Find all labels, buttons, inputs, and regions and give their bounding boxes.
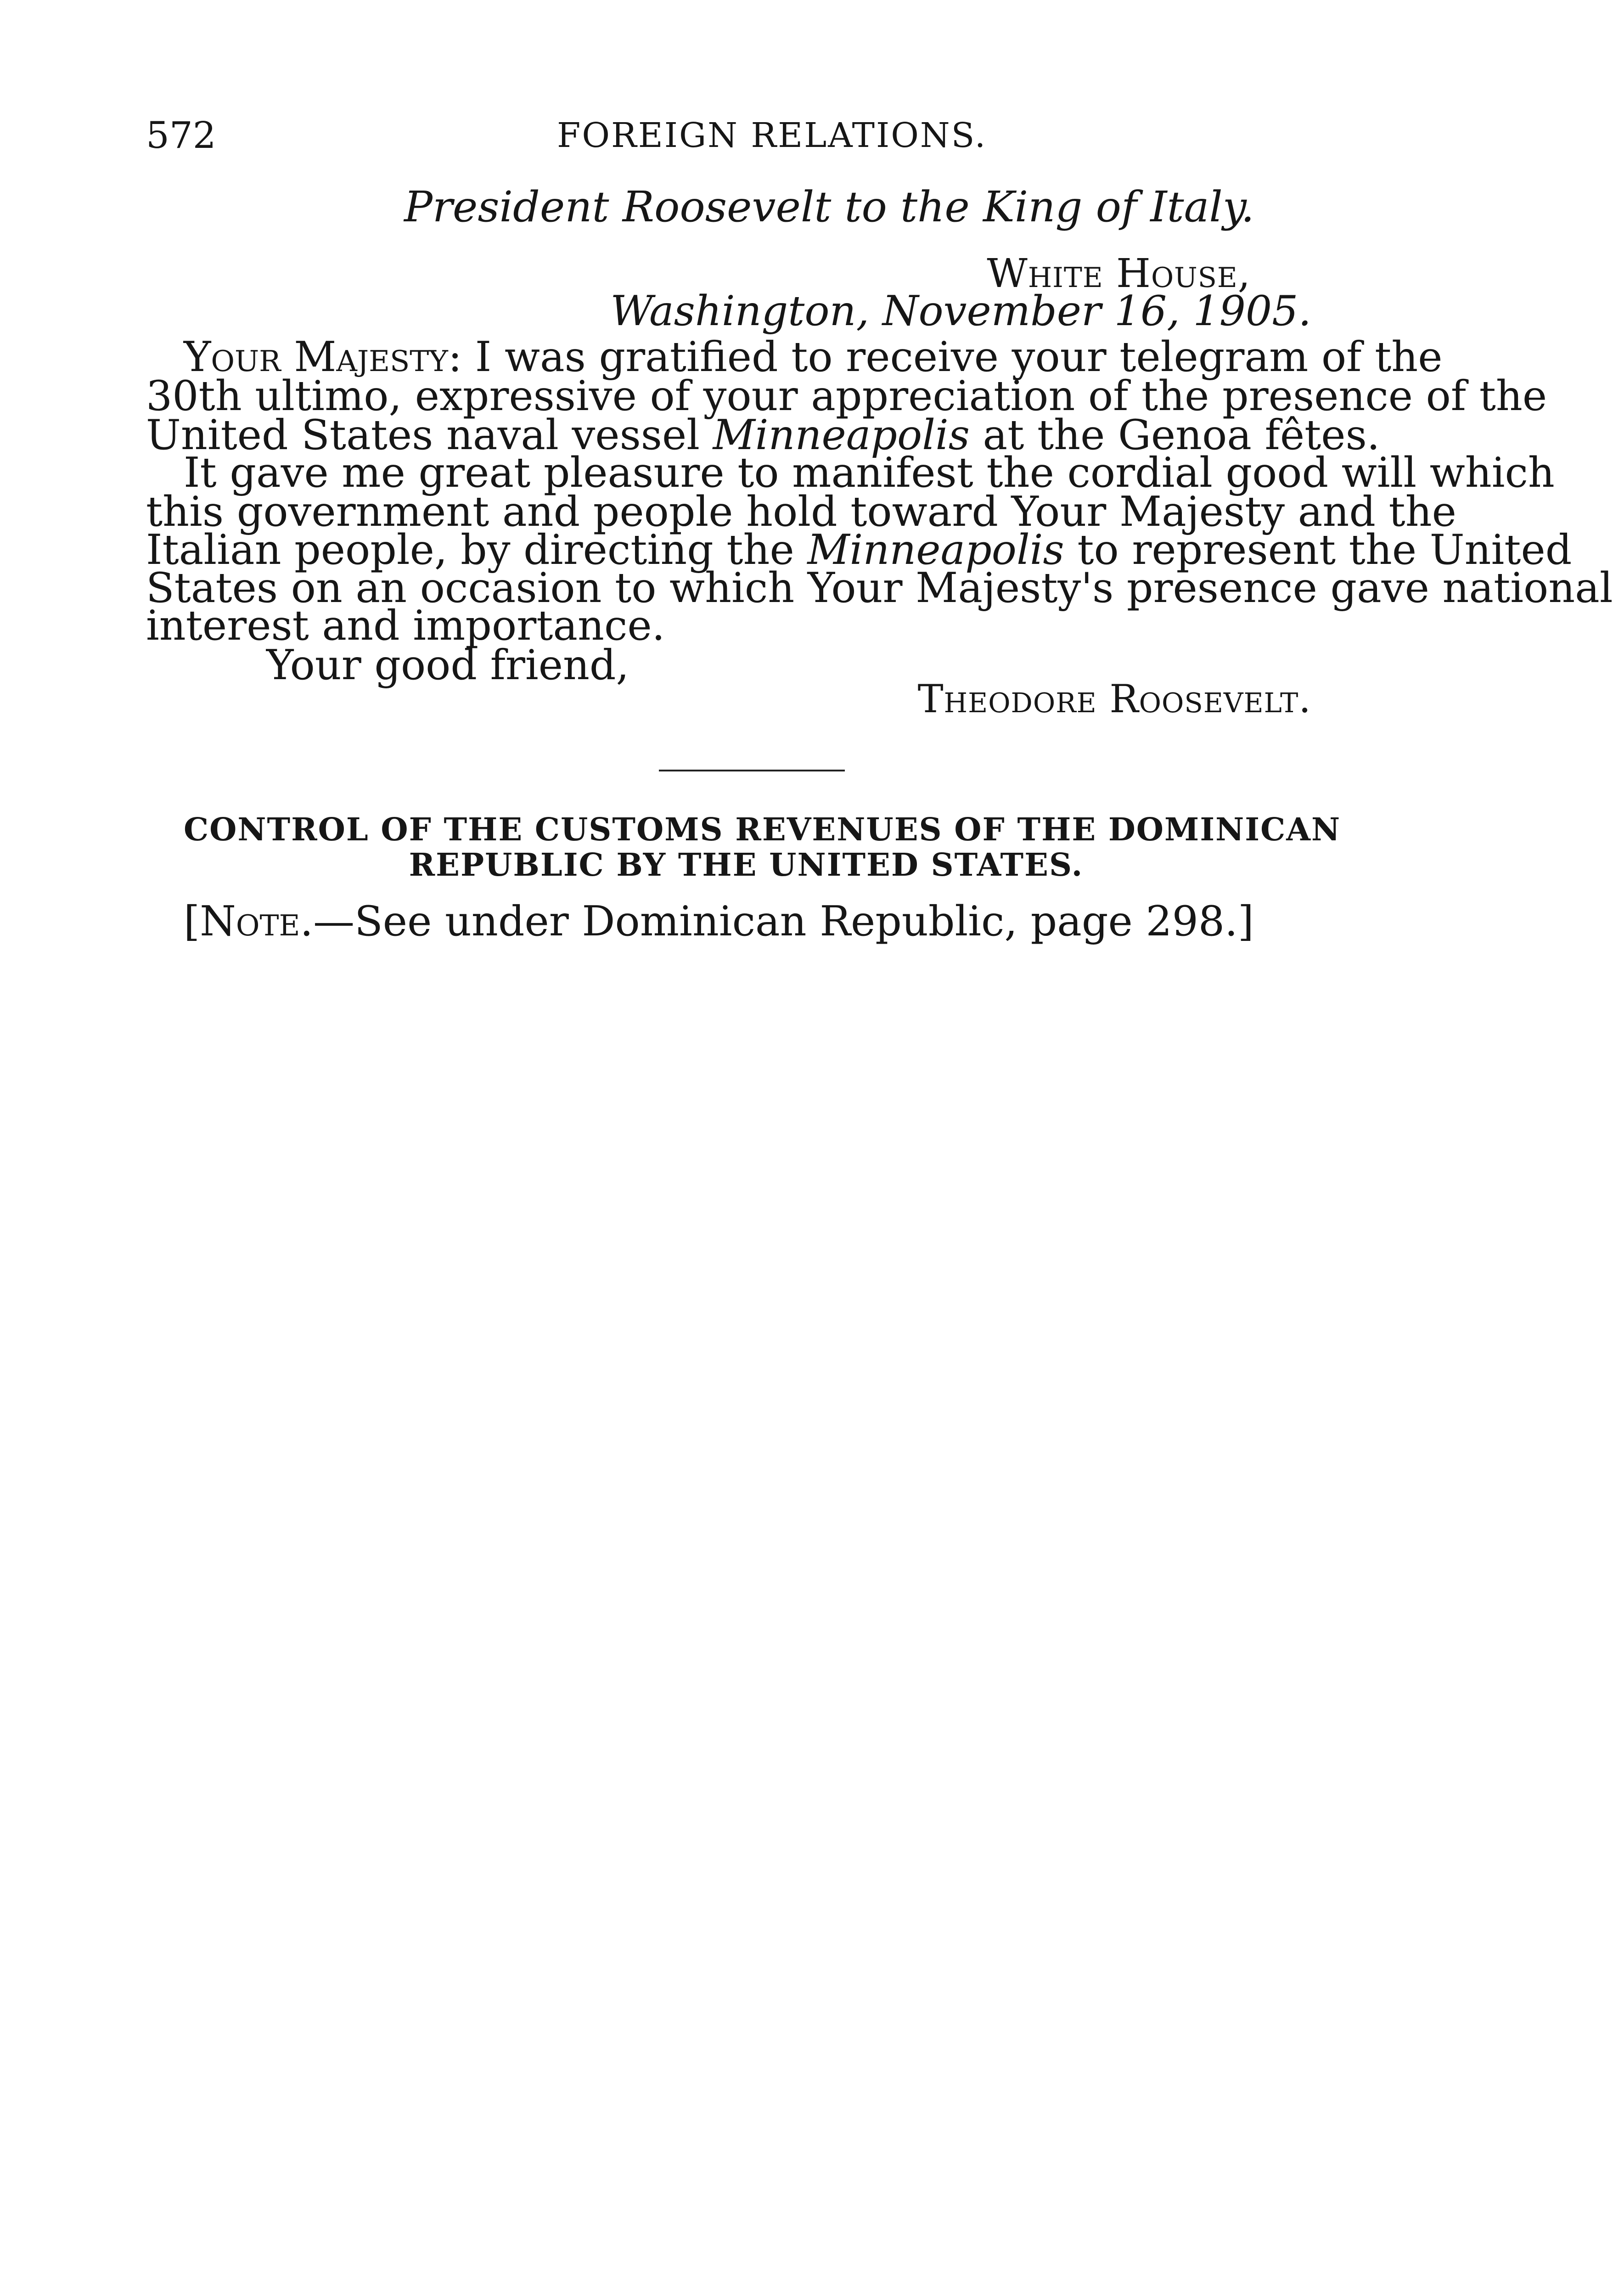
letter-place: White House, <box>987 251 1251 297</box>
paragraph-2-line-4: States on an occasion to which Your Majesty's presence gave national <box>146 564 1613 612</box>
letter-title: President Roosevelt to the King of Italy. <box>404 182 1254 231</box>
running-title: FOREIGN RELATIONS. <box>557 116 987 155</box>
note-text: .—See under Dominican Republic, page 298.] <box>300 897 1254 945</box>
paragraph-1-line-2: 30th ultimo, expressive of your appreciation of the presence of the <box>146 372 1547 420</box>
p2-line3-start: Italian people, by directing the <box>146 526 808 574</box>
cross-reference-note <box>184 897 1254 945</box>
paragraph-2-line-5: interest and importance. <box>146 602 665 650</box>
signature: Theodore Roosevelt. <box>917 676 1311 721</box>
section-divider <box>659 770 845 771</box>
paragraph-2-line-2: this government and people hold toward Your Majesty and the <box>146 488 1456 536</box>
note-label: Note <box>200 897 300 945</box>
closing: Your good friend, <box>266 641 629 689</box>
section-heading-line-1: CONTROL OF THE CUSTOMS REVENUES OF THE DOMINICAN <box>184 811 1341 848</box>
vessel-name-2: Minneapolis <box>807 526 1064 574</box>
p1-line3-end: at the Genoa fêtes. <box>969 411 1380 459</box>
note-open-bracket: [ <box>184 897 200 945</box>
paragraph-2-line-1: It gave me great pleasure to manifest the cordial good will which <box>184 449 1555 497</box>
page-number: 572 <box>146 114 216 157</box>
p1-line1-text: : I was gratified to receive your telegram of the <box>448 333 1443 381</box>
p1-line3-start: United States naval vessel <box>146 411 713 459</box>
vessel-name: Minneapolis <box>713 411 970 459</box>
salutation: Your Majesty <box>184 333 448 381</box>
section-heading-line-2: REPUBLIC BY THE UNITED STATES. <box>409 847 1084 884</box>
letter-dateline: Washington, November 16, 1905. <box>610 287 1311 335</box>
p2-line3-end: to represent the United <box>1064 526 1572 574</box>
